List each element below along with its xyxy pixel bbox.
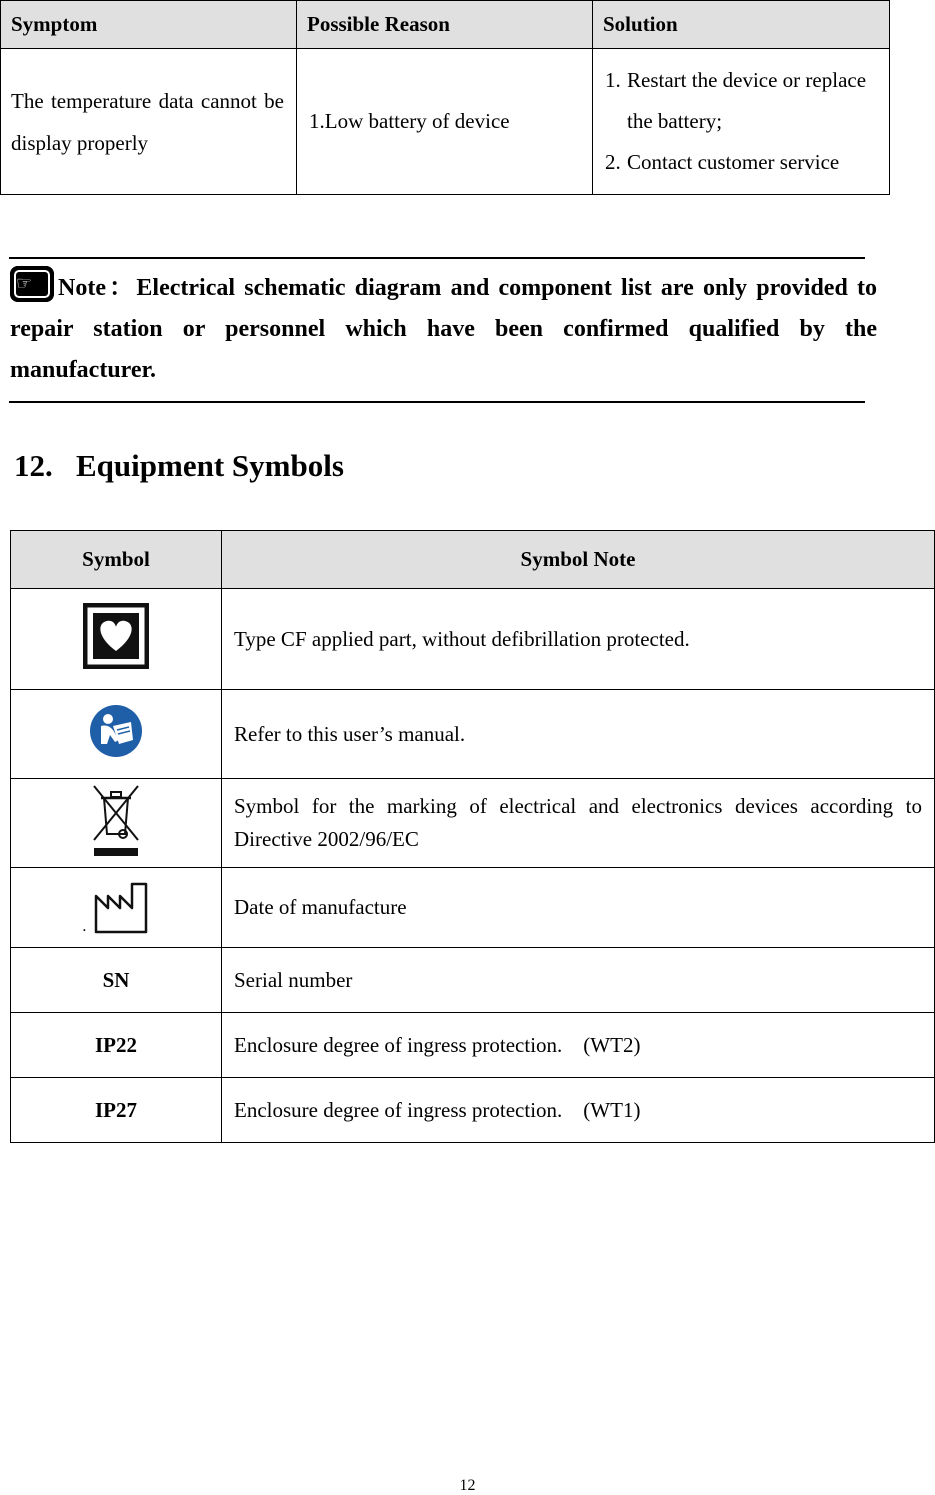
- note-block: [10, 266, 877, 391]
- symbol-note: Type CF applied part, without defibrillation protected.: [222, 589, 935, 690]
- equipment-symbols-table: [10, 530, 935, 1143]
- table-header-row: [1, 1, 890, 49]
- symbol-note: Date of manufacture: [222, 868, 935, 948]
- symbol-text: IP27: [95, 1097, 137, 1122]
- table-row: [11, 948, 935, 1013]
- note-text: Electrical schematic diagram and component list are only provided to repair station or personnel which have been confirmed qualified by the manufacturer.: [10, 275, 877, 383]
- symbol-cell: [11, 868, 222, 948]
- note-top-rule: [9, 257, 865, 259]
- section-number: 12.: [14, 448, 53, 483]
- solution-number: 2.: [605, 150, 621, 174]
- symptom-cell: The temperature data cannot be display properly: [1, 49, 297, 195]
- table-row: [11, 690, 935, 779]
- solution-text: Restart the device or replace the battery;: [627, 68, 867, 133]
- solution-number: 1.: [605, 68, 621, 92]
- solution-text: Contact customer service: [627, 150, 840, 174]
- table-header-row: [11, 531, 935, 589]
- page-number: 12: [459, 1477, 476, 1494]
- reason-cell: 1.Low battery of device: [297, 49, 593, 195]
- table-row: [11, 1078, 935, 1143]
- symbol-note: Refer to this user’s manual.: [222, 690, 935, 779]
- table-row: [1, 49, 890, 195]
- symbol-cell: [11, 948, 222, 1013]
- symbol-cell: [11, 779, 222, 868]
- weee-crossed-bin-icon: [90, 782, 142, 858]
- table-row: [11, 1013, 935, 1078]
- type-cf-applied-part-icon: [83, 603, 149, 669]
- section-heading: [14, 448, 344, 484]
- manufacture-date-icon: [92, 880, 150, 936]
- note-label: Note：: [58, 275, 137, 301]
- symbol-prefix: .: [82, 917, 87, 935]
- section-title: Equipment Symbols: [76, 448, 344, 483]
- table-row: [11, 589, 935, 690]
- solution-cell: [593, 49, 890, 195]
- user-manual-icon: [89, 704, 143, 758]
- symbol-text: IP22: [95, 1032, 137, 1057]
- symbol-note: Enclosure degree of ingress protection. (WT1): [222, 1078, 935, 1143]
- note-bottom-rule: [9, 401, 865, 403]
- symbol-cell: [11, 690, 222, 779]
- solution-item: [605, 142, 883, 183]
- header-symptom: Symptom: [1, 1, 297, 49]
- solution-item: [605, 60, 883, 142]
- symbol-note: Symbol for the marking of electrical and electronics devices according to Directive 2002/96/EC: [222, 779, 935, 868]
- header-solution: Solution: [593, 1, 890, 49]
- table-row: [11, 779, 935, 868]
- symbol-text: SN: [102, 967, 130, 992]
- symbol-cell: [11, 1078, 222, 1143]
- symbol-cell: [11, 1013, 222, 1078]
- troubleshooting-table: [0, 0, 890, 195]
- header-possible-reason: Possible Reason: [297, 1, 593, 49]
- symbol-cell: [11, 589, 222, 690]
- symbol-note: Enclosure degree of ingress protection. (WT2): [222, 1013, 935, 1078]
- header-symbol-note: Symbol Note: [222, 531, 935, 589]
- symbol-note: Serial number: [222, 948, 935, 1013]
- header-symbol: Symbol: [11, 531, 222, 589]
- pointing-hand-icon: ☞: [10, 266, 54, 302]
- table-row: [11, 868, 935, 948]
